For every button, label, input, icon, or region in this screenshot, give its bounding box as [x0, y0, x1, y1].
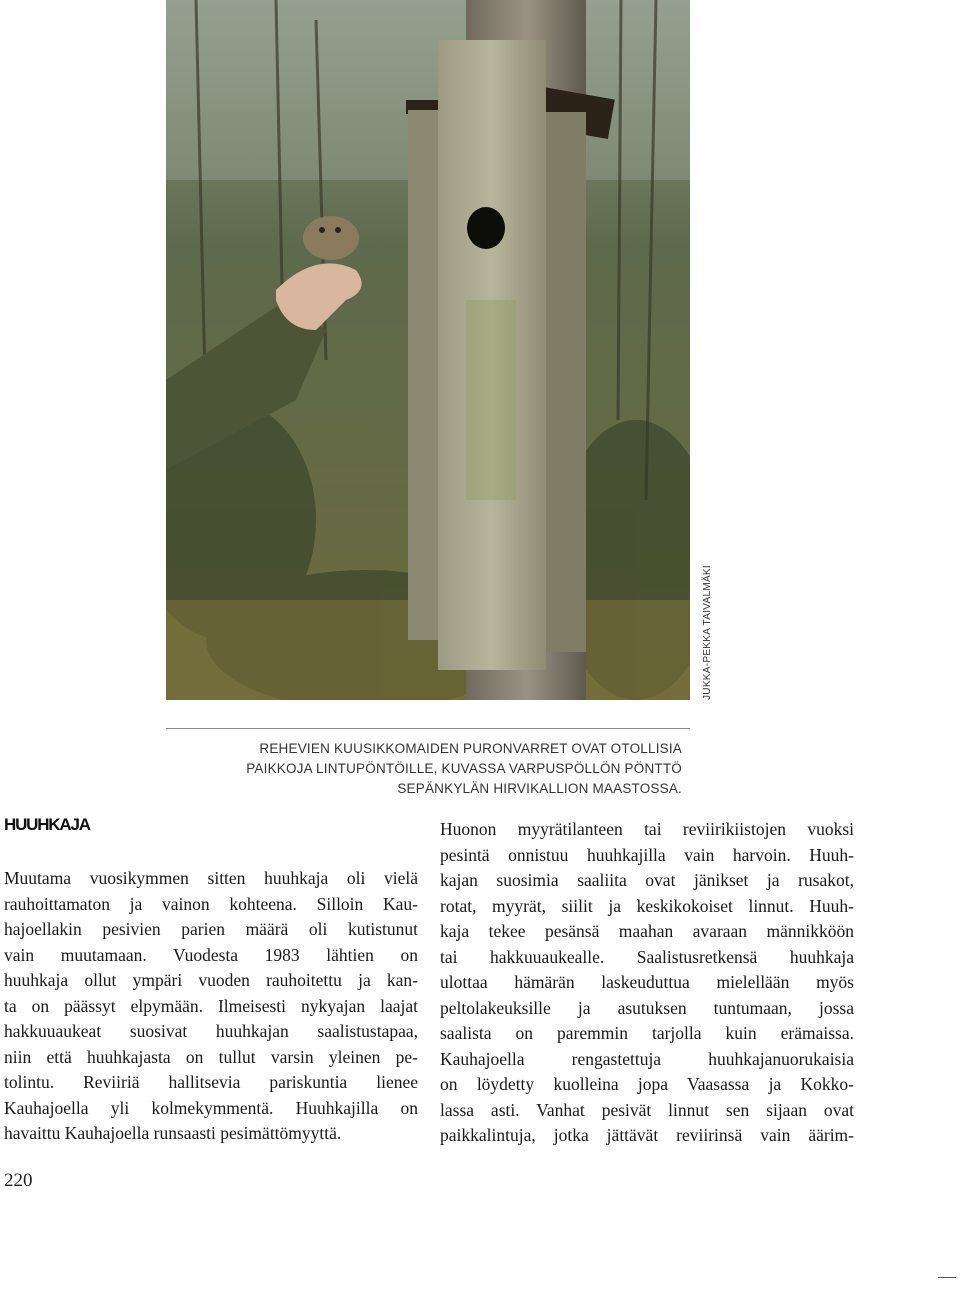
photo-caption — [166, 739, 682, 799]
text-line: peltolakeuksille ja asutuksen tuntumaan, jossa — [440, 997, 854, 1018]
text-line: saalista on paremmin tarjolla kuin erämaissa. — [440, 1023, 854, 1043]
text-line: rauhoittamaton ja vainon kohteena. Silloin Kau- — [4, 893, 418, 914]
text-line: Kauhajoella yli kolmekymmentä. Huuhkajilla on — [4, 1097, 418, 1118]
text-line: tolintu. Reviiriä hallitsevia pariskuntia lienee — [4, 1072, 418, 1092]
text-line: niin että huuhkajasta on tullut varsin yleinen pe- — [4, 1046, 418, 1067]
text-line: hakkuuaukeat suosivat huuhkajan saalistustapaa, — [4, 1021, 418, 1041]
left-text-column — [4, 866, 418, 1147]
text-line: Huonon myyrätilanteen tai reviirikiistojen vuoksi — [440, 819, 854, 839]
text-line: tai hakkuuaukealle. Saalistusretkensä huuhkaja — [440, 946, 854, 967]
section-heading: HUUHKAJA — [4, 815, 90, 834]
text-line: huuhkaja ollut ympäri vuoden rauhoitettu ja kan- — [4, 970, 418, 990]
caption-rule — [166, 728, 690, 729]
text-line: ulottaa hämärän laskeuduttua mielellään myös — [440, 972, 854, 992]
text-line: rotat, myyrät, siilit ja keskikokoiset linnut. Huuh- — [440, 895, 854, 916]
text-line: Muutama vuosikymmen sitten huuhkaja oli vielä — [4, 868, 418, 888]
caption-line: PAIKKOJA LINTUPÖNTÖILLE, KUVASSA VARPUSPÖLLÖN PÖNTTÖ — [246, 761, 682, 776]
text-line: Kauhajoella rengastettuja huuhkajanuorukaisia — [440, 1048, 854, 1069]
corner-mark — [938, 1277, 956, 1278]
photo-credit: JUKKA-PEKKA TAIVALMÄKI — [702, 565, 713, 700]
text-line: kajan suosimia saaliita ovat jänikset ja rusakot, — [440, 870, 854, 890]
text-line: ta on päässyt elpymään. Ilmeisesti nykyajan laajat — [4, 995, 418, 1016]
page-number: 220 — [4, 1170, 33, 1191]
text-line: kaja tekee pesänsä maahan avaraan männikköön — [440, 921, 854, 941]
text-line: hajoellakin pesivien parien määrä oli kutistunut — [4, 919, 418, 939]
right-text-column — [440, 817, 854, 1149]
text-line: lassa asti. Vanhat pesivät linnut sen sijaan ovat — [440, 1099, 854, 1120]
text-line: paikkalintuja, jotka jättävät reviirinsä vain äärim- — [440, 1125, 854, 1145]
text-line: on löydetty kuolleina jopa Vaasassa ja Kokko- — [440, 1074, 854, 1094]
caption-line: SEPÄNKYLÄN HIRVIKALLION MAASTOSSA. — [397, 781, 682, 796]
photo-illustration — [166, 0, 690, 700]
text-line: pesintä onnistuu huuhkajilla vain harvoin. Huuh- — [440, 844, 854, 865]
text-line: vain muutamaan. Vuodesta 1983 lähtien on — [4, 944, 418, 965]
nest-box-photo — [166, 0, 690, 700]
caption-line: REHEVIEN KUUSIKKOMAIDEN PURONVARRET OVAT OTOLLISIA — [259, 741, 682, 756]
text-line: havaittu Kauhajoella runsaasti pesimättömyyttä. — [4, 1123, 342, 1143]
